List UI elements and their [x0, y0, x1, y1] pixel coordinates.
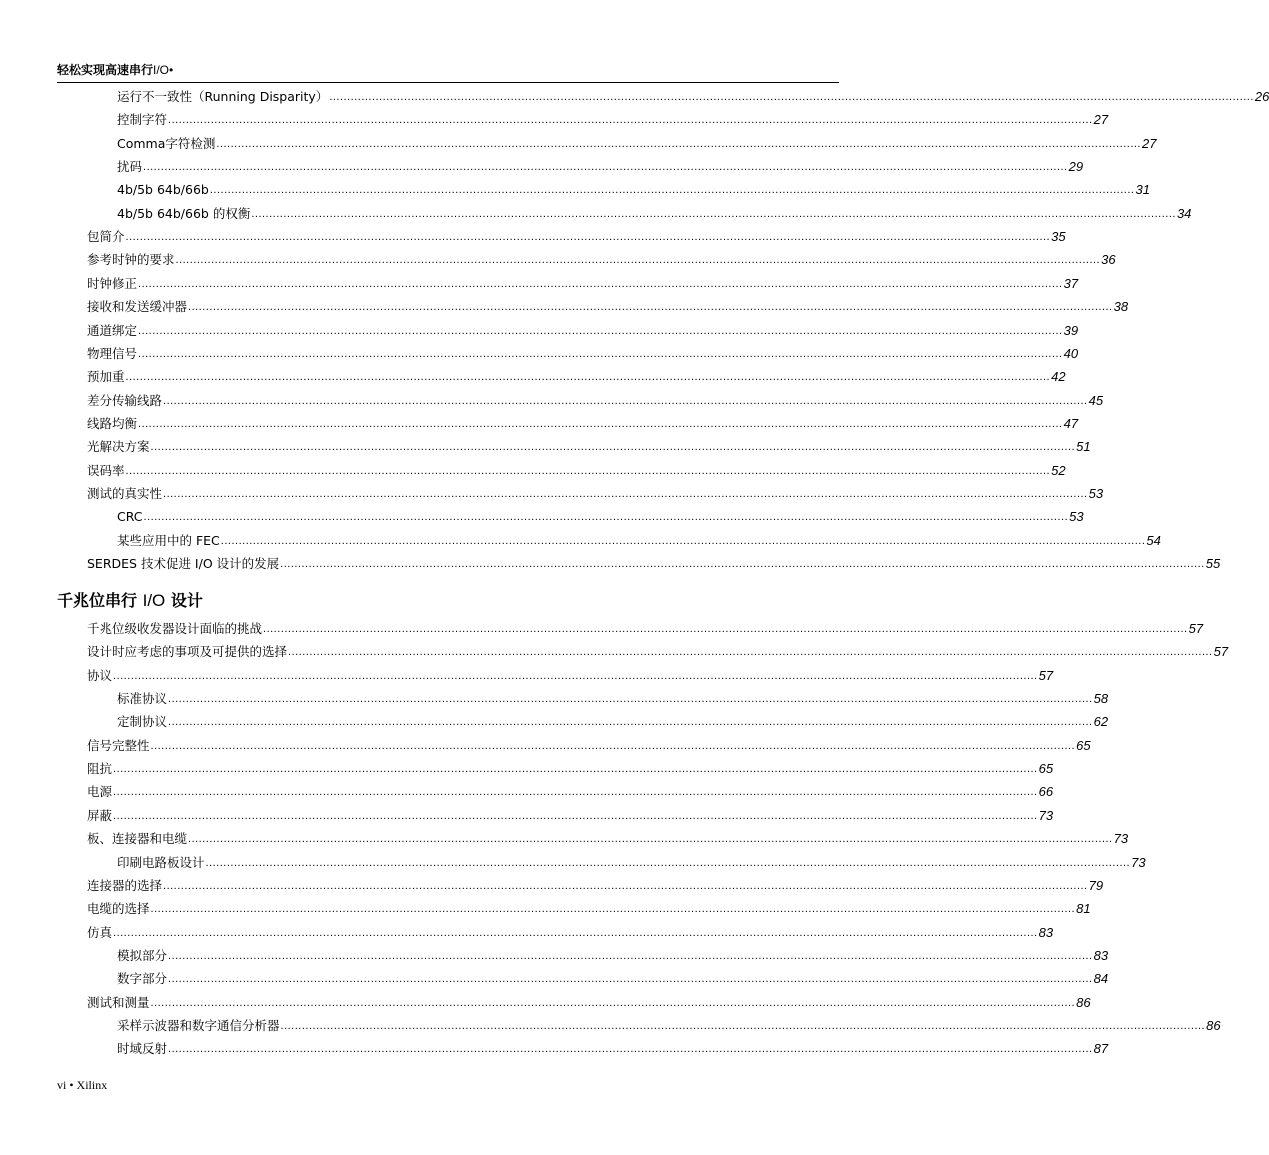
toc-entry-title: CRC: [117, 509, 143, 525]
toc-dot-leader: ....................................................................................................................................................................................................................................................................: [113, 926, 1038, 939]
toc-entry-page-number: 51: [1076, 439, 1091, 455]
toc-dot-leader: ....................................................................................................................................................................................................................................................................: [163, 487, 1088, 500]
toc-entry-title: 印刷电路板设计: [117, 854, 205, 870]
toc-entry-page-number: 57: [1188, 621, 1204, 636]
toc-entry[interactable]: [87, 392, 1104, 409]
toc-entry-page-number: 84: [1093, 971, 1109, 987]
toc-dot-leader: ....................................................................................................................................................................................................................................................................: [168, 1043, 1093, 1056]
toc-entry[interactable]: [87, 368, 1066, 385]
toc-entry[interactable]: [117, 947, 1109, 964]
toc-dot-leader: ....................................................................................................................................................................................................................................................................: [209, 184, 1135, 197]
toc-entry-page-number: 57: [1213, 644, 1229, 660]
toc-entry[interactable]: [117, 970, 1109, 987]
toc-entry[interactable]: [87, 322, 1079, 339]
toc-dot-leader: ....................................................................................................................................................................................................................................................................: [150, 903, 1076, 916]
toc-entry[interactable]: [117, 158, 1084, 175]
toc-dot-leader: ....................................................................................................................................................................................................................................................................: [263, 623, 1188, 635]
toc-entry-title: 阻抗: [87, 761, 113, 777]
toc-entry[interactable]: [87, 251, 1116, 268]
toc-entry-page-number: 54: [1146, 532, 1161, 548]
toc-entry-title: 时域反射: [117, 1041, 168, 1057]
header-title-cn: 轻松实现高速串行: [57, 63, 154, 77]
section-heading: [57, 590, 203, 612]
toc-entry-page-number: 31: [1135, 182, 1150, 198]
toc-dot-leader: ....................................................................................................................................................................................................................................................................: [220, 534, 1146, 547]
toc-dot-leader: ....................................................................................................................................................................................................................................................................: [113, 809, 1038, 822]
toc-entry[interactable]: [87, 485, 1104, 502]
toc-dot-leader: ....................................................................................................................................................................................................................................................................: [168, 114, 1093, 127]
toc-entry[interactable]: [87, 275, 1079, 292]
toc-entry-title: 差分传输线路: [87, 392, 163, 408]
toc-entry-page-number: 87: [1093, 1041, 1109, 1057]
toc-entry[interactable]: [87, 994, 1091, 1011]
toc-entry[interactable]: [87, 783, 1054, 800]
toc-entry-title: 线路均衡: [87, 415, 138, 431]
toc-entry[interactable]: [117, 713, 1109, 730]
toc-entry-title: 标准协议: [117, 691, 168, 707]
toc-dot-leader: ....................................................................................................................................................................................................................................................................: [138, 347, 1063, 360]
toc-entry-title: 包简介: [87, 229, 125, 245]
toc-dot-leader: ....................................................................................................................................................................................................................................................................: [113, 669, 1038, 682]
toc-entry-page-number: 73: [1113, 831, 1129, 847]
toc-dot-leader: ....................................................................................................................................................................................................................................................................: [143, 511, 1069, 524]
toc-dot-leader: ....................................................................................................................................................................................................................................................................: [280, 1019, 1206, 1032]
toc-entry[interactable]: [87, 830, 1129, 847]
toc-entry-page-number: 27: [1093, 112, 1109, 128]
toc-entry-title: 接收和发送缓冲器: [87, 299, 188, 315]
toc-entry-title: 参考时钟的要求: [87, 252, 175, 268]
toc-entry[interactable]: [87, 900, 1091, 917]
toc-entry-title: 物理信号: [87, 345, 138, 361]
toc-entry-page-number: 57: [1038, 667, 1054, 683]
toc-entry-page-number: 73: [1038, 807, 1054, 823]
toc-dot-leader: ....................................................................................................................................................................................................................................................................: [168, 693, 1093, 706]
toc-entry-title: 仿真: [87, 924, 113, 940]
toc-entry-page-number: 38: [1113, 299, 1129, 315]
toc-dot-leader: ....................................................................................................................................................................................................................................................................: [163, 879, 1088, 892]
toc-dot-leader: ....................................................................................................................................................................................................................................................................: [288, 646, 1213, 659]
toc-entry-page-number: 79: [1088, 877, 1104, 893]
toc-entry-title: 协议: [87, 667, 113, 683]
toc-entry-page-number: 26: [1254, 89, 1269, 104]
toc-entry[interactable]: [117, 111, 1109, 128]
toc-dot-leader: ....................................................................................................................................................................................................................................................................: [168, 973, 1093, 986]
toc-entry-page-number: 40: [1063, 345, 1079, 361]
toc-entry-page-number: 65: [1076, 737, 1091, 753]
toc-entry-title: 屏蔽: [87, 807, 113, 823]
toc-entry[interactable]: [87, 345, 1079, 362]
toc-entry-page-number: 65: [1038, 761, 1054, 777]
header-rule: [57, 82, 839, 83]
toc-entry-page-number: 55: [1205, 556, 1221, 571]
toc-entry[interactable]: [87, 760, 1054, 777]
toc-dot-leader: ....................................................................................................................................................................................................................................................................: [150, 996, 1076, 1009]
toc-dot-leader: ....................................................................................................................................................................................................................................................................: [168, 716, 1093, 729]
toc-entry-page-number: 36: [1101, 252, 1116, 268]
toc-entry-title: 定制协议: [117, 714, 168, 730]
toc-entry-title: 测试的真实性: [87, 485, 163, 501]
toc-entry-title: 4b/5b 64b/66b 的权衡: [117, 205, 251, 221]
toc-entry[interactable]: [87, 298, 1129, 315]
toc-entry-title: 控制字符: [117, 112, 168, 128]
toc-entry[interactable]: [117, 690, 1109, 707]
toc-entry[interactable]: [87, 877, 1104, 894]
toc-entry-page-number: 73: [1131, 854, 1146, 870]
toc-entry-page-number: 37: [1063, 275, 1079, 291]
toc-dot-leader: ....................................................................................................................................................................................................................................................................: [138, 277, 1063, 290]
toc-entry-page-number: 53: [1069, 509, 1084, 525]
page-footer: vi • Xilinx: [57, 1078, 108, 1092]
toc-entry-page-number: 27: [1142, 135, 1157, 151]
toc-entry-title: 板、连接器和电缆: [87, 831, 188, 847]
section-title-cn-1: 千兆位串行: [57, 591, 138, 610]
toc-dot-leader: ....................................................................................................................................................................................................................................................................: [168, 949, 1093, 962]
toc-entry-page-number: 42: [1051, 369, 1066, 385]
toc-entry-title: 通道绑定: [87, 322, 138, 338]
toc-entry[interactable]: [87, 438, 1091, 455]
toc-entry-title: 扰码: [117, 159, 143, 175]
toc-entry[interactable]: [87, 555, 1221, 572]
toc-dot-leader: ....................................................................................................................................................................................................................................................................: [205, 856, 1131, 869]
toc-dot-leader: ....................................................................................................................................................................................................................................................................: [188, 301, 1113, 314]
toc-dot-leader: ....................................................................................................................................................................................................................................................................: [216, 137, 1141, 150]
toc-entry-page-number: 62: [1093, 714, 1109, 730]
toc-entry-title: SERDES 技术促进 I/O 设计的发展: [87, 556, 280, 571]
toc-entry[interactable]: [87, 643, 1229, 660]
toc-entry-page-number: 58: [1093, 691, 1109, 707]
toc-entry-page-number: 66: [1038, 784, 1054, 800]
toc-entry-page-number: 86: [1206, 1017, 1221, 1033]
toc-entry-title: 千兆位级收发器设计面临的挑战: [87, 621, 263, 636]
toc-entry[interactable]: [117, 1040, 1109, 1057]
header-title-latin: I/O•: [153, 63, 174, 77]
toc-entry-title: 时钟修正: [87, 275, 138, 291]
toc-entry[interactable]: [117, 854, 1146, 871]
toc-dot-leader: ....................................................................................................................................................................................................................................................................: [150, 739, 1076, 752]
toc-entry[interactable]: [117, 205, 1192, 222]
toc-dot-leader: ....................................................................................................................................................................................................................................................................: [138, 324, 1063, 337]
toc-entry-page-number: 29: [1068, 159, 1084, 175]
toc-entry-title: 误码率: [87, 462, 125, 478]
section-title-cn-2: 设计: [170, 591, 203, 610]
toc-entry[interactable]: [87, 667, 1054, 684]
toc-entry[interactable]: [87, 462, 1066, 479]
toc-entry[interactable]: [117, 135, 1157, 152]
toc-entry-title: 电缆的选择: [87, 901, 150, 917]
toc-dot-leader: ....................................................................................................................................................................................................................................................................: [175, 254, 1101, 267]
toc-dot-leader: ....................................................................................................................................................................................................................................................................: [143, 161, 1068, 174]
toc-dot-leader: ....................................................................................................................................................................................................................................................................: [113, 763, 1038, 776]
toc-entry[interactable]: [117, 508, 1084, 525]
toc-dot-leader: ....................................................................................................................................................................................................................................................................: [150, 441, 1076, 454]
toc-dot-leader: ....................................................................................................................................................................................................................................................................: [188, 833, 1113, 846]
toc-entry-title: 信号完整性: [87, 737, 150, 753]
toc-entry-page-number: 53: [1088, 485, 1104, 501]
toc-entry[interactable]: [87, 807, 1054, 824]
toc-entry-page-number: 35: [1051, 229, 1066, 245]
toc-entry-page-number: 45: [1088, 392, 1104, 408]
toc-entry-title: 模拟部分: [117, 947, 168, 963]
toc-entry-title: Comma字符检测: [117, 135, 216, 151]
toc-entry-page-number: 83: [1093, 947, 1109, 963]
toc-dot-leader: ....................................................................................................................................................................................................................................................................: [113, 786, 1038, 799]
toc-dot-leader: ....................................................................................................................................................................................................................................................................: [125, 464, 1051, 477]
toc-dot-leader: ....................................................................................................................................................................................................................................................................: [125, 371, 1051, 384]
toc-entry-page-number: 81: [1076, 901, 1091, 917]
page-header: [57, 62, 839, 78]
toc-dot-leader: ....................................................................................................................................................................................................................................................................: [251, 207, 1176, 220]
toc-entry-page-number: 34: [1176, 205, 1192, 221]
toc-entry-title: 预加重: [87, 369, 125, 385]
toc-entry-title: 数字部分: [117, 971, 168, 987]
toc-dot-leader: ....................................................................................................................................................................................................................................................................: [280, 558, 1205, 570]
toc-entry[interactable]: [87, 415, 1079, 432]
toc-dot-leader: ....................................................................................................................................................................................................................................................................: [125, 231, 1051, 244]
toc-entry-title: 连接器的选择: [87, 877, 163, 893]
toc-entry[interactable]: [87, 737, 1091, 754]
toc-dot-leader: ....................................................................................................................................................................................................................................................................: [329, 91, 1254, 103]
toc-dot-leader: ....................................................................................................................................................................................................................................................................: [163, 394, 1088, 407]
toc-entry-page-number: 86: [1076, 994, 1091, 1010]
toc-entry[interactable]: [117, 181, 1150, 198]
section-title-latin: I/O: [142, 591, 166, 610]
toc-dot-leader: ....................................................................................................................................................................................................................................................................: [138, 417, 1063, 430]
toc-entry-title: 某些应用中的 FEC: [117, 532, 220, 548]
toc-entry-title: 运行不一致性（Running Disparity）: [117, 89, 329, 104]
toc-entry-title: 设计时应考虑的事项及可提供的选择: [87, 644, 288, 660]
toc-entry[interactable]: [117, 532, 1161, 549]
toc-entry-title: 采样示波器和数字通信分析器: [117, 1017, 280, 1033]
toc-entry[interactable]: [87, 228, 1066, 245]
toc-entry-page-number: 39: [1063, 322, 1079, 338]
toc-entry-title: 光解决方案: [87, 439, 150, 455]
toc-entry[interactable]: [117, 1017, 1221, 1034]
toc-entry-title: 4b/5b 64b/66b: [117, 182, 209, 198]
toc-entry[interactable]: [87, 620, 1204, 637]
toc-entry-title: 测试和测量: [87, 994, 150, 1010]
toc-entry[interactable]: [117, 88, 1269, 105]
toc-entry-page-number: 47: [1063, 415, 1079, 431]
toc-entry-title: 电源: [87, 784, 113, 800]
toc-entry[interactable]: [87, 924, 1054, 941]
toc-entry-page-number: 52: [1051, 462, 1066, 478]
toc-entry-page-number: 83: [1038, 924, 1054, 940]
